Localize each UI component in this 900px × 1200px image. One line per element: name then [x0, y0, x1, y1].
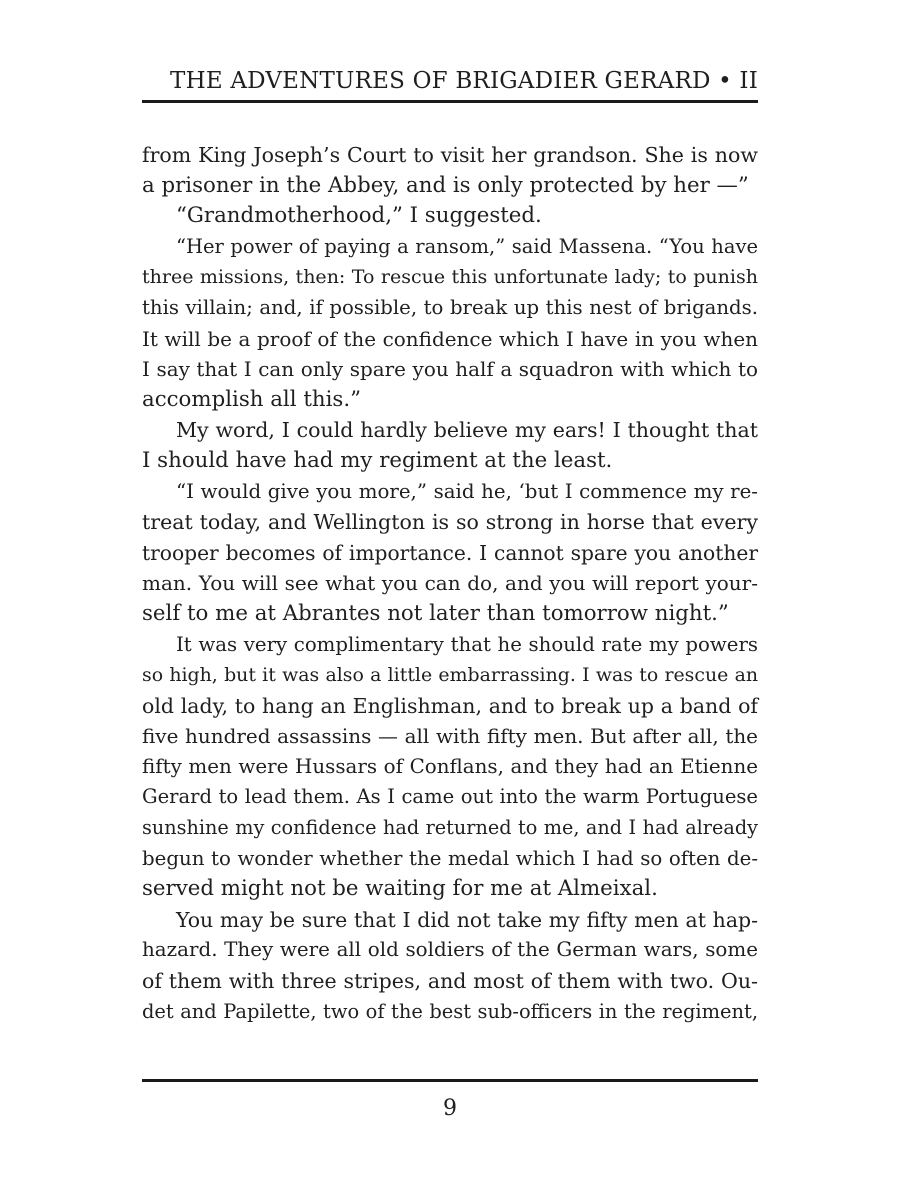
body-text [142, 140, 758, 1027]
text-line: You may be sure that I did not take my fifty men at hap- [176, 907, 758, 932]
running-title: THE ADVENTURES OF BRIGADIER GERARD [170, 68, 711, 94]
text-line: fifty men were Hussars of Conflans, and they had an Etienne [142, 754, 758, 778]
text-line: hazard. They were all old soldiers of the German wars, some [142, 938, 758, 962]
text-line: det and Papilette, two of the best sub-officers in the regiment, [142, 999, 758, 1023]
section-number: II [739, 68, 758, 94]
text-line: of them with three stripes, and most of them with two. Ou- [142, 969, 758, 994]
text-line: man. You will see what you can do, and you will report your- [142, 571, 758, 596]
text-line: sunshine my confidence had returned to me, and I had already [142, 816, 758, 840]
text-line: so high, but it was also a little embarrassing. I was to rescue an [142, 664, 758, 687]
text-line: treat today, and Wellington is so strong in horse that every [142, 510, 758, 535]
text-line: My word, I could hardly believe my ears! I thought that [176, 418, 758, 443]
text-line: a prisoner in the Abbey, and is only protected by her —” [142, 172, 749, 198]
text-line: “Grandmotherhood,” I suggested. [176, 203, 542, 229]
text-line: It will be a proof of the confidence which I have in you when [142, 326, 758, 351]
text-line: I should have had my regiment at the least. [142, 447, 613, 473]
running-head [142, 66, 758, 96]
text-line: “I would give you more,” said he, ‘but I commence my re- [176, 479, 758, 503]
text-line: I say that I can only spare you half a squadron with which to [142, 357, 758, 382]
text-line: accomplish all this.” [142, 386, 362, 412]
bullet-separator: • [718, 68, 732, 94]
text-line: self to me at Abrantes not later than tomorrow night.” [142, 600, 729, 626]
text-line: three missions, then: To rescue this unfortunate lady; to punish [142, 266, 758, 289]
text-line: It was very complimentary that he should rate my powers [176, 632, 758, 656]
footer-rule [142, 1079, 758, 1082]
text-line: begun to wonder whether the medal which I had so often de- [142, 846, 758, 870]
text-line: “Her power of paying a ransom,” said Massena. “You have [176, 234, 758, 258]
text-line: five hundred assassins — all with fifty men. But after all, the [142, 724, 758, 749]
page-number: 9 [443, 1096, 457, 1121]
text-line: old lady, to hang an Englishman, and to break up a band of [142, 693, 758, 718]
header-rule [142, 100, 758, 103]
text-line: this villain; and, if possible, to break up this nest of brigands. [142, 295, 758, 319]
text-line: Gerard to lead them. As I came out into the warm Portuguese [142, 785, 758, 809]
text-line: trooper becomes of importance. I cannot spare you another [142, 540, 758, 565]
text-line: from King Joseph’s Court to visit her grandson. She is now [142, 143, 758, 167]
text-line: served might not be waiting for me at Almeixal. [142, 876, 658, 902]
